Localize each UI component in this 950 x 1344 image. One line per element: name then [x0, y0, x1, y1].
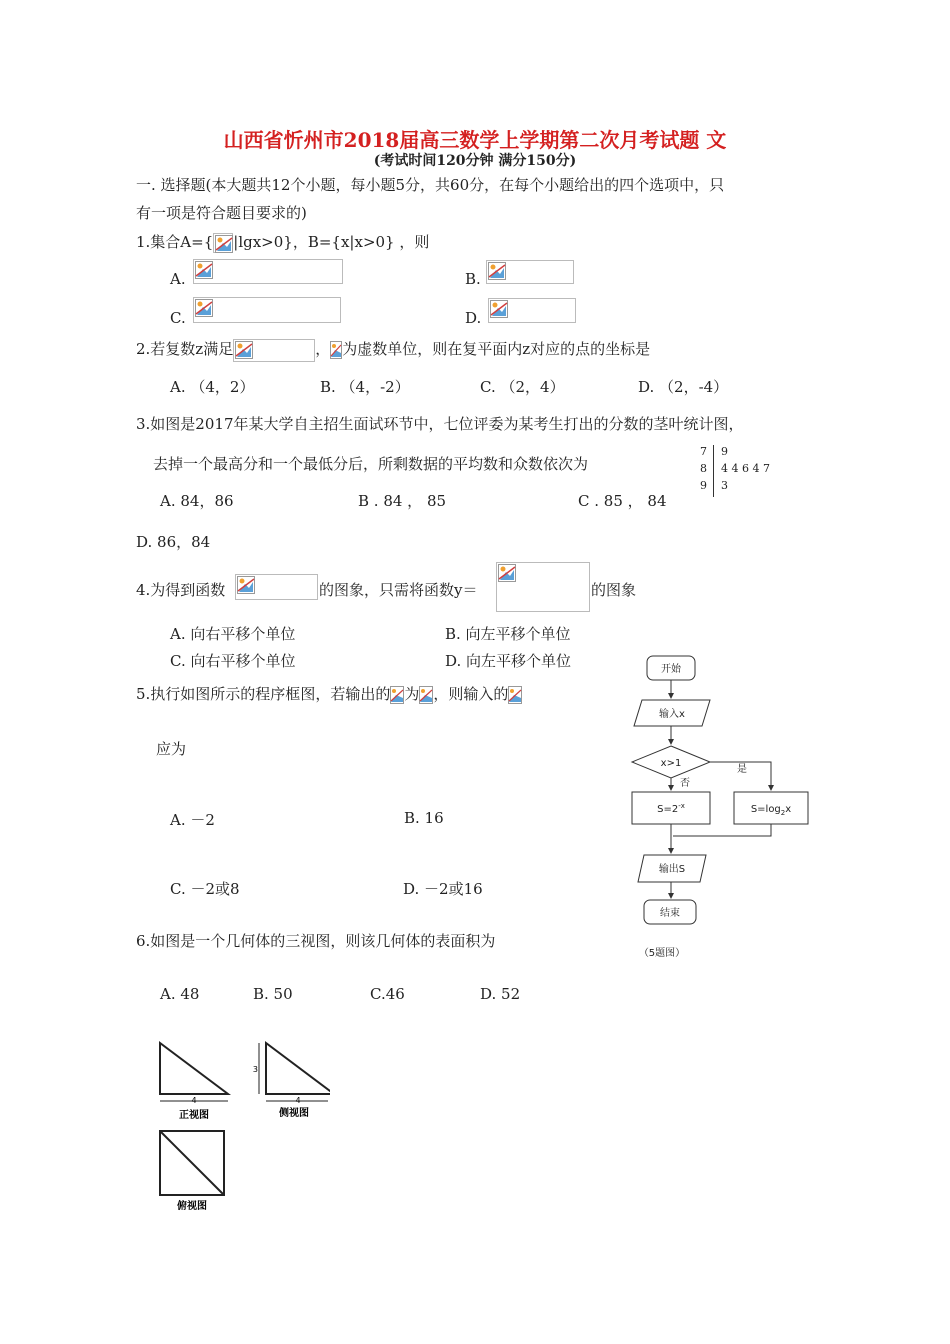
flow-right-var: x: [785, 804, 792, 815]
q2-option-d: D. （2，-4）: [638, 378, 729, 396]
q6-option-d: D. 52: [480, 985, 521, 1003]
stem-0: 7: [700, 445, 707, 458]
flow-left-text: S=2: [657, 804, 679, 815]
section-heading-line1: 一. 选择题(本大题共12个小题，每小题5分，共60分，在每个小题给出的四个选项中，只: [136, 176, 725, 194]
q3-line2: 去掉一个最高分和一个最低分后，所剩数据的平均数和众数依次为: [153, 455, 589, 473]
q2-option-a: A. （4，2）: [170, 378, 255, 396]
q1-mid: |lgx>0}，B={x|x>0} ，则: [233, 233, 430, 251]
q1-option-b-label: B.: [465, 270, 481, 288]
question-5: [136, 683, 522, 704]
q4-image-1: [235, 574, 318, 600]
flow-start-label: 开始: [661, 664, 681, 675]
flow-end-label: 结束: [660, 908, 680, 919]
q5-mid: 为: [404, 685, 420, 703]
flow-yes-label: 是: [737, 764, 747, 775]
broken-image-icon: [235, 574, 318, 600]
q1-prefix: 1.集合A={: [136, 233, 214, 251]
q4-option-c: C. 向右平移个单位: [170, 652, 296, 670]
flow-no-label: 否: [680, 778, 690, 789]
q5-option-d: D. －2或16: [403, 880, 483, 898]
leaf-0: 9: [721, 445, 728, 458]
q6-option-b: B. 50: [253, 985, 293, 1003]
top-view-diagonal: [160, 1131, 224, 1195]
q1-option-a-label: A.: [170, 270, 186, 288]
flow-right-sub: 2: [780, 809, 786, 817]
q1-option-c-label: C.: [170, 309, 186, 327]
q5-option-c: C. －2或8: [170, 880, 240, 898]
flow-cond-label: x>1: [660, 758, 682, 769]
front-dim-label: 4: [191, 1096, 197, 1105]
q4-option-a: A. 向右平移个单位: [170, 625, 296, 643]
q5-prefix: 5.执行如图所示的程序框图，若输出的: [136, 685, 391, 703]
q6-option-c: C.46: [370, 985, 405, 1003]
q5-option-a: A. －2: [170, 811, 215, 829]
flow-left-sup: -x: [678, 802, 685, 810]
q5-suffix: ，则输入的: [433, 685, 509, 703]
section-heading-line2: 有一项是符合题目要求的): [136, 204, 307, 222]
stem-1: 8: [700, 462, 707, 475]
flow-caption: （5题图）: [638, 948, 686, 959]
q1-option-c-image: [193, 297, 341, 323]
q3-option-c: C . 85 ， 84: [578, 492, 667, 510]
q4-option-b: B. 向左平移个单位: [445, 625, 571, 643]
question-2: [136, 338, 650, 362]
broken-image-icon: [508, 686, 522, 704]
q6-option-a: A. 48: [160, 985, 200, 1003]
stem-divider: [713, 445, 714, 497]
side-view-triangle: [266, 1043, 330, 1094]
q3-option-a: A. 84，86: [160, 492, 234, 510]
q4-image-2: [496, 562, 590, 612]
page-subtitle: (考试时间120分钟 满分150分): [373, 153, 577, 169]
leaf-2: 3: [721, 479, 728, 492]
q1-option-b-image: [486, 260, 574, 284]
q2-mid: ，: [315, 340, 331, 358]
question-1: [136, 231, 429, 253]
broken-image-icon: [193, 259, 343, 284]
front-view-label: 正视图: [179, 1110, 209, 1121]
q4-suffix: 的图象: [591, 581, 637, 599]
q1-option-a-image: [193, 259, 343, 284]
broken-image-icon: [330, 341, 342, 359]
q3-option-b: B . 84 ， 85: [358, 492, 447, 510]
q2-option-c: C. （2，4）: [480, 378, 565, 396]
page-title: 山西省忻州市2018届高三数学上学期第二次月考试题 文: [223, 128, 727, 152]
broken-image-icon: [419, 686, 433, 704]
q4-mid: 的图象，只需将函数y＝: [319, 581, 478, 599]
side-dim-label: 4: [295, 1096, 301, 1105]
broken-image-icon: [193, 297, 341, 323]
broken-image-icon: [496, 562, 590, 612]
broken-image-icon: [390, 686, 404, 704]
flow-input-label: 输入x: [659, 709, 685, 720]
flow-right-text: S=log: [750, 804, 781, 815]
q2-option-b: B. （4，-2）: [320, 378, 410, 396]
flow-output-label: 输出S: [658, 864, 686, 875]
q2-prefix: 2.若复数z满足: [136, 340, 234, 358]
front-view-triangle: [160, 1043, 228, 1094]
q6-text: 6.如图是一个几何体的三视图，则该几何体的表面积为: [136, 932, 496, 950]
three-view-figure: [150, 1035, 330, 1215]
q3-line1: 3.如图是2017年某大学自主招生面试环节中，七位评委为某考生打出的分数的茎叶统计图，: [136, 415, 744, 433]
q4-option-d: D. 向左平移个单位: [445, 652, 572, 670]
side-view-label: 侧视图: [279, 1108, 309, 1119]
broken-image-icon: [486, 260, 574, 284]
flowchart: [620, 650, 820, 970]
q1-option-d-image: [488, 298, 576, 323]
stem-2: 9: [700, 479, 707, 492]
q2-suffix: 为虚数单位，则在复平面内z对应的点的坐标是: [342, 340, 651, 358]
q5-option-b: B. 16: [404, 809, 444, 827]
side-dim-height-label: 3: [252, 1065, 258, 1074]
stem-leaf-plot: [700, 445, 790, 497]
q4-prefix: 4.为得到函数: [136, 581, 226, 599]
broken-image-icon: [213, 233, 233, 253]
q3-option-d: D. 86，84: [136, 533, 211, 551]
top-view-label: 俯视图: [177, 1201, 207, 1212]
q1-option-d-label: D.: [465, 309, 482, 327]
q5-line2: 应为: [156, 740, 187, 758]
broken-image-icon: [233, 339, 315, 362]
broken-image-icon: [488, 298, 576, 323]
leaf-1: 4 4 6 4 7: [721, 462, 770, 475]
